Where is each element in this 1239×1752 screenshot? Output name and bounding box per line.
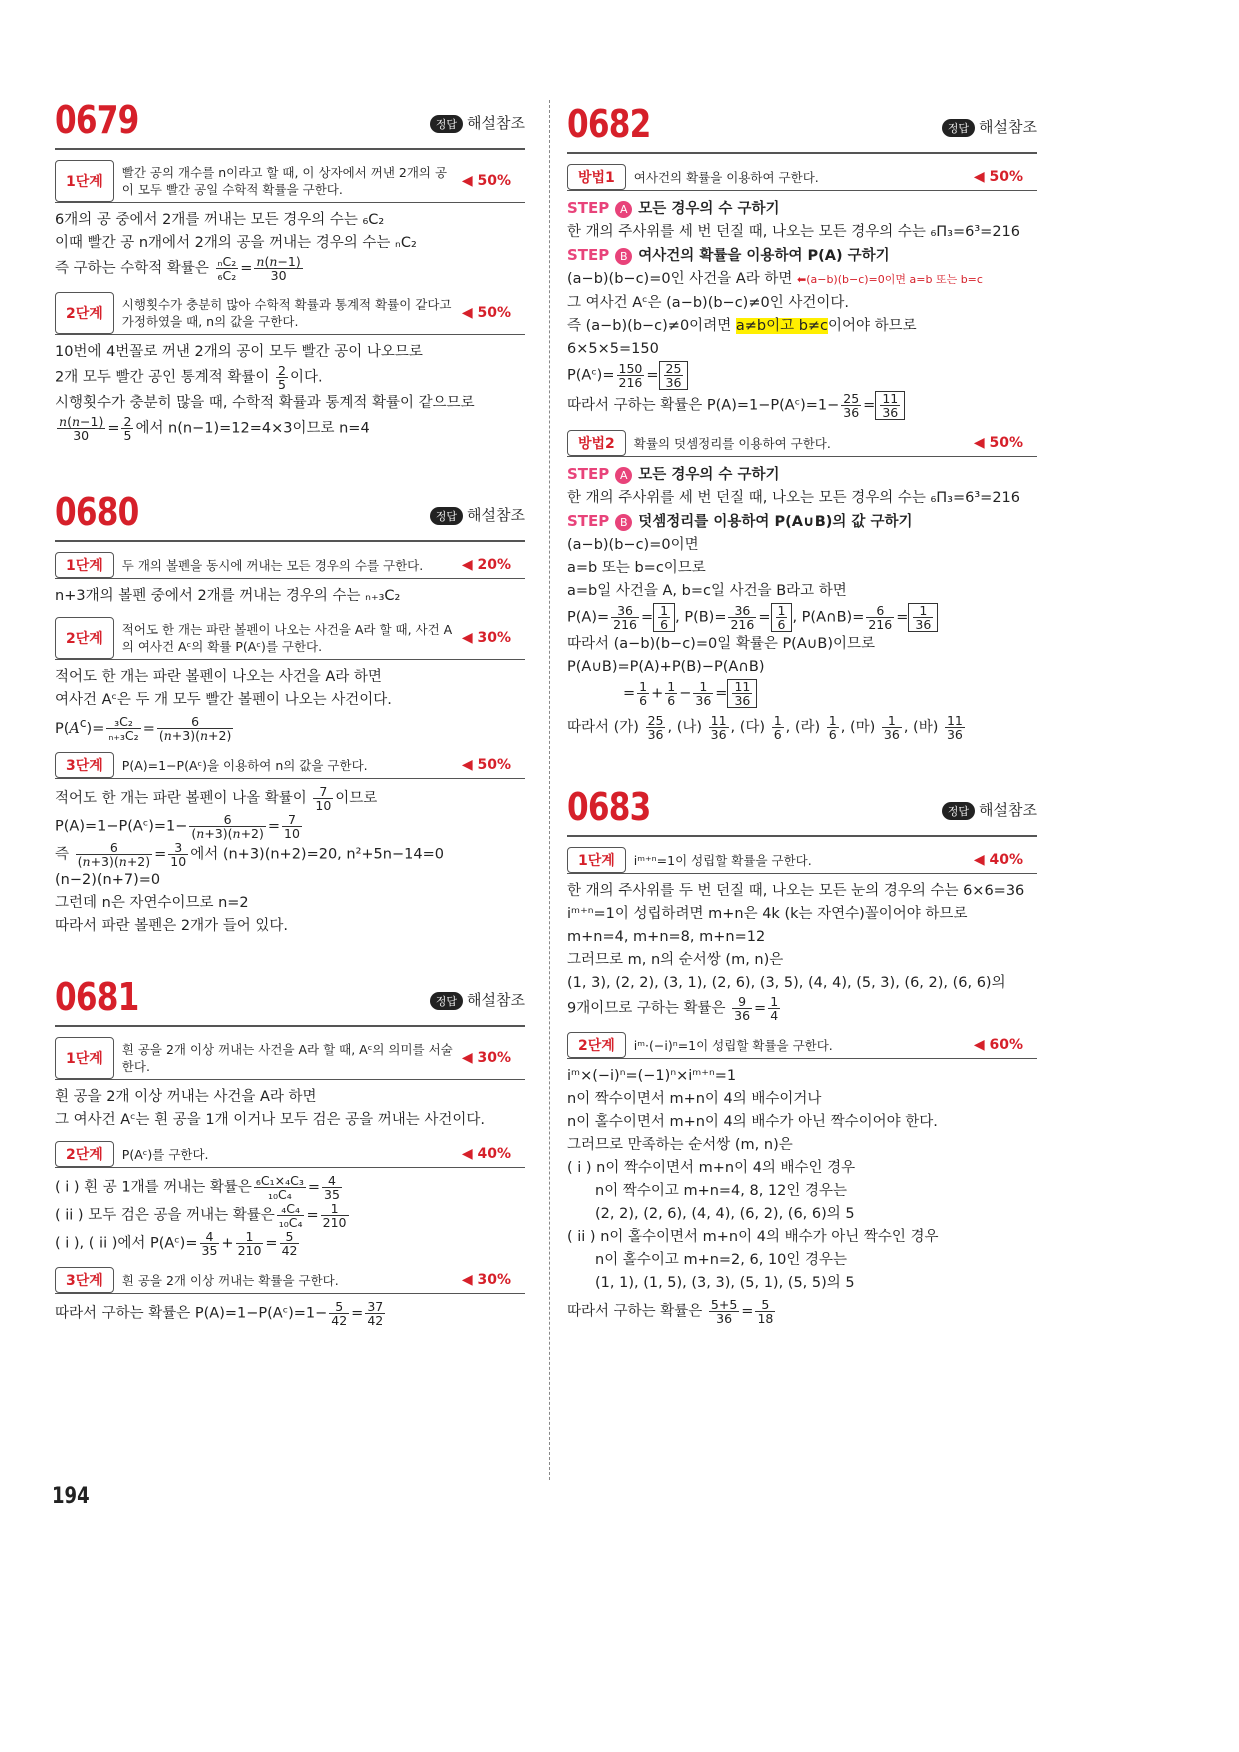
text-line: 그런데 n은 자연수이므로 n=2 xyxy=(55,895,249,912)
text-line: 따라서 구하는 확률은 P(A)=1−P(Aᶜ)=1− $\frac{25}{36}$ = $\frac{11}{36}$ xyxy=(567,391,1037,420)
text-line: ( i ), ( ii )에서 P(Aᶜ)= $\frac{4}{35}$ + $\frac{1}{210}$ = $\frac{5}{42}$ xyxy=(55,1229,298,1259)
text-line: P(Aᶜ)= $\frac{150}{216}$ = $\frac{25}{36}$ xyxy=(567,361,1037,390)
method-desc: 여사건의 확률을 이용하여 구한다. xyxy=(633,169,819,185)
problem-number: 0680 xyxy=(55,490,139,534)
step-tag: 3단계 xyxy=(55,752,114,778)
text-line: n이 홀수이고 m+n=2, 6, 10인 경우는 xyxy=(595,1252,848,1268)
step-tag: 1단계 xyxy=(55,552,114,578)
text-line: 시행횟수가 충분히 많을 때, 수학적 확률과 통계적 확률이 같으므로 xyxy=(55,395,475,411)
text-line: 2개 모두 빨간 공인 통계적 확률이 $\frac{2}{5}$ 이다. xyxy=(55,363,323,392)
step-desc: 시행횟수가 충분히 많아 수학적 확률과 통계적 확률이 같다고 가정하였을 때, n의 값을 구한다. xyxy=(121,297,452,329)
method-desc: 확률의 덧셈정리를 이용하여 구한다. xyxy=(633,435,831,451)
text-line: a=b일 사건을 A, b=c일 사건을 B라고 하면 xyxy=(567,583,847,599)
text-line: 10번에 4번꼴로 꺼낸 2개의 공이 모두 빨간 공이 나오므로 xyxy=(55,344,423,360)
text-line: 한 개의 주사위를 세 번 던질 때, 나오는 모든 경우의 수는 ₆Π₃=6³=216 xyxy=(567,490,1021,506)
step-2 xyxy=(567,1032,1037,1059)
text-line: ( ii ) 모두 검은 공을 꺼내는 확률은 $\frac{\text{₄C₄}}{\text{₁₀C₄}}$ = $\frac{1}{210}$ xyxy=(55,1201,347,1231)
text-line: 이때 빨간 공 n개에서 2개의 공을 꺼내는 경우의 수는 ₙC₂ xyxy=(55,235,417,251)
step-percent: ◀ 30% xyxy=(461,630,511,646)
text-line: n이 짝수이면서 m+n이 4의 배수이거나 xyxy=(567,1091,822,1107)
method-tag: 방법2 xyxy=(567,430,626,456)
step-3 xyxy=(55,1267,525,1294)
answer-label: 정답 해설참조 xyxy=(430,504,525,525)
answer-label: 정답 해설참조 xyxy=(430,989,525,1010)
step-percent: ◀ 30% xyxy=(461,1050,511,1067)
text-line: ( i ) n이 짝수이면서 m+n이 4의 배수인 경우 xyxy=(567,1160,856,1176)
text-line: 6개의 공 중에서 2개를 꺼내는 모든 경우의 수는 ₆C₂ xyxy=(55,212,385,228)
column-divider xyxy=(549,100,550,1480)
text-line: (1, 3), (2, 2), (3, 1), (2, 6), (3, 5), (4, 4), (5, 3), (6, 2), (6, 6)의 xyxy=(567,975,1006,991)
text-line: 따라서 (가) $\frac{25}{36}$ , (나) $\frac{11}{36}$ , (다) $\frac{1}{6}$ , (라) $\frac{1}{6}$ , (마) $\frac{1}{36}$ , (바) $\frac{11}{36}$ xyxy=(567,713,963,742)
step-desc: 흰 공을 2개 이상 꺼내는 확률을 구한다. xyxy=(121,1272,339,1288)
text-line: 즉 (a−b)(b−c)≠0이려면 a≠b이고 b≠c이어야 하므로 xyxy=(567,318,917,334)
problem-0683 xyxy=(567,785,1037,1325)
step-percent: ◀ 20% xyxy=(461,557,511,573)
step-tag: 1단계 xyxy=(55,1037,114,1079)
problem-number: 0681 xyxy=(55,975,139,1020)
text-line: 6×5×5=150 xyxy=(567,341,659,357)
problem-0682 xyxy=(567,102,1037,741)
step-desc: P(A)=1−P(Aᶜ)을 이용하여 n의 값을 구한다. xyxy=(121,757,368,773)
method-percent: ◀ 50% xyxy=(973,435,1023,451)
text-line: 여사건 Aᶜ은 두 개 모두 빨간 볼펜이 나오는 사건이다. xyxy=(55,692,392,708)
text-line: 따라서 구하는 확률은 P(A)=1−P(Aᶜ)=1− $\frac{5}{42}$ = $\frac{37}{42}$ xyxy=(55,1299,384,1329)
text-line: iᵐ⁺ⁿ=1이 성립하려면 m+n은 4k (k는 자연수)꼴이어야 하므로 xyxy=(567,906,968,922)
title-rule xyxy=(55,148,525,150)
title-rule xyxy=(55,540,525,542)
text-line: a=b 또는 b=c이므로 xyxy=(567,560,706,576)
text-line: n+3개의 볼펜 중에서 2개를 꺼내는 경우의 수는 ₙ₊₃C₂ xyxy=(55,588,401,604)
step-desc: 빨간 공의 개수를 n이라고 할 때, 이 상자에서 꺼낸 2개의 공이 모두 빨간 공일 수학적 확률을 구한다. xyxy=(121,165,448,197)
step-1 xyxy=(55,1037,525,1080)
text-line: 즉 구하는 수학적 확률은 $\frac{\text{ₙC₂}}{\text{₆C₂}}$ = $\frac{n(n-1)}{30}$ xyxy=(55,254,301,283)
text-line: 그 여사건 Aᶜ은 (a−b)(b−c)≠0인 사건이다. xyxy=(567,295,849,311)
text-line: 그러므로 m, n의 순서쌍 (m, n)은 xyxy=(567,952,784,968)
answer-label: 정답 해설참조 xyxy=(942,799,1037,820)
text-line: $P(A^c)=$ $\frac{\text{₃C₂}}{\text{ₙ₊₃C₂}}$ = $\frac{6}{(n+3)(n+2)}$ xyxy=(55,714,232,744)
title-rule xyxy=(567,152,1037,154)
text-line: iᵐ×(−i)ⁿ=(−1)ⁿ×iᵐ⁺ⁿ=1 xyxy=(567,1068,737,1084)
step-a2-heading: STEP A 모든 경우의 수 구하기 xyxy=(567,465,780,483)
step-tag: 3단계 xyxy=(55,1267,114,1293)
text-line: 따라서 파란 볼펜은 2개가 들어 있다. xyxy=(55,918,288,935)
text-line: = $\frac{1}{6}$ + $\frac{1}{6}$ − $\frac{1}{36}$ = $\frac{11}{36}$ xyxy=(567,679,1037,708)
problem-0681 xyxy=(55,975,525,1327)
problem-number: 0683 xyxy=(567,785,651,829)
problem-0680 xyxy=(55,490,525,937)
step-3 xyxy=(55,752,525,779)
text-line: 따라서 구하는 확률은 $\frac{5+5}{36}$ = $\frac{5}{18}$ xyxy=(567,1297,774,1326)
step-percent: ◀ 40% xyxy=(973,852,1023,868)
text-line: 적어도 한 개는 파란 볼펜이 나오는 사건을 A라 하면 xyxy=(55,669,382,685)
step-2 xyxy=(55,1141,525,1168)
text-line: 흰 공을 2개 이상 꺼내는 사건을 A라 하면 xyxy=(55,1089,317,1106)
page-number: 194 xyxy=(52,1484,90,1509)
text-line: (2, 2), (2, 6), (4, 4), (6, 2), (6, 6)의 5 xyxy=(595,1206,855,1222)
step-desc: 흰 공을 2개 이상 꺼내는 사건을 A라 할 때, Aᶜ의 의미를 서술한다. xyxy=(121,1042,453,1075)
text-line: (n−2)(n+7)=0 xyxy=(55,872,161,889)
step-percent: ◀ 30% xyxy=(461,1272,511,1289)
text-line: 9개이므로 구하는 확률은 $\frac{9}{36}$ = $\frac{1}{4}$ xyxy=(567,994,779,1023)
title-rule xyxy=(567,835,1037,837)
method-2 xyxy=(567,430,1037,457)
step-tag: 2단계 xyxy=(55,292,114,334)
step-2 xyxy=(55,292,525,335)
text-line: 한 개의 주사위를 두 번 던질 때, 나오는 모든 눈의 경우의 수는 6×6=36 xyxy=(567,883,1025,899)
step-b-heading: STEP B 여사건의 확률을 이용하여 P(A) 구하기 xyxy=(567,246,890,264)
text-line: n이 짝수이고 m+n=4, 8, 12인 경우는 xyxy=(595,1183,848,1199)
answer-label: 정답 해설참조 xyxy=(942,116,1037,137)
text-line: ( i ) 흰 공 1개를 꺼내는 확률은 $\frac{\text{₆C₁×₄C₃}}{\text{₁₀C₄}}$ = $\frac{4}{35}$ xyxy=(55,1173,340,1203)
method-1 xyxy=(567,164,1037,191)
step-tag: 1단계 xyxy=(55,160,114,202)
text-line: n이 홀수이면서 m+n이 4의 배수가 아닌 짝수이어야 한다. xyxy=(567,1114,938,1130)
title-rule xyxy=(55,1025,525,1027)
method-tag: 방법1 xyxy=(567,164,626,190)
step-tag: 2단계 xyxy=(567,1032,626,1058)
step-2 xyxy=(55,617,525,660)
text-line: 한 개의 주사위를 세 번 던질 때, 나오는 모든 경우의 수는 ₆Π₃=6³=216 xyxy=(567,224,1021,240)
step-desc: iᵐ⁺ⁿ=1이 성립할 확률을 구한다. xyxy=(633,852,812,868)
text-line: P(A)= $\frac{36}{216}$ = $\frac{1}{6}$ , P(B)= $\frac{36}{216}$ = $\frac{1}{6}$ , P(A∩B)= $\frac{6}{216}$ = $\frac{1}{36}$ xyxy=(567,603,1037,632)
problem-0679 xyxy=(55,98,525,442)
text-line: ( ii ) n이 홀수이면서 m+n이 4의 배수가 아닌 짝수인 경우 xyxy=(567,1229,939,1245)
step-percent: ◀ 60% xyxy=(973,1037,1023,1053)
step-percent: ◀ 50% xyxy=(461,757,511,774)
step-a-heading: STEP A 모든 경우의 수 구하기 xyxy=(567,199,780,217)
method-percent: ◀ 50% xyxy=(973,169,1023,185)
text-line: 그러므로 만족하는 순서쌍 (m, n)은 xyxy=(567,1137,793,1153)
text-line: P(A)=1−P(Aᶜ)=1− $\frac{6}{(n+3)(n+2)}$ = $\frac{7}{10}$ xyxy=(55,812,300,842)
text-line: 그 여사건 Aᶜ는 흰 공을 1개 이거나 모두 검은 공을 꺼내는 사건이다. xyxy=(55,1112,485,1129)
answer-label: 정답 해설참조 xyxy=(430,112,525,133)
right-column xyxy=(567,102,1037,1326)
problem-number: 0679 xyxy=(55,98,139,142)
step-desc: P(Aᶜ)를 구한다. xyxy=(121,1146,209,1162)
problem-number: 0682 xyxy=(567,102,651,146)
step-tag: 1단계 xyxy=(567,847,626,873)
text-line: P(A∪B)=P(A)+P(B)−P(A∩B) xyxy=(567,659,765,675)
text-line: 적어도 한 개는 파란 볼펜이 나올 확률이 $\frac{7}{10}$ 이므로 xyxy=(55,784,378,814)
step-b2-heading: STEP B 덧셈정리를 이용하여 P(A∪B)의 값 구하기 xyxy=(567,512,913,530)
text-line: (a−b)(b−c)=0인 사건을 A라 하면 ⬅(a−b)(b−c)=0이면 a=b 또는 b=c xyxy=(567,271,983,287)
left-column xyxy=(55,98,525,1328)
step-1 xyxy=(55,160,525,203)
text-line: $\frac{n(n-1)}{30}$ = $\frac{2}{5}$ 에서 n(n−1)=12=4×3이므로 n=4 xyxy=(59,414,370,443)
text-line: 즉 $\frac{6}{(n+3)(n+2)}$ = $\frac{3}{10}$ 에서 (n+3)(n+2)=20, n²+5n−14=0 xyxy=(55,840,444,870)
text-line: 따라서 (a−b)(b−c)=0일 확률은 P(A∪B)이므로 xyxy=(567,636,876,652)
step-desc: 두 개의 볼펜을 동시에 꺼내는 모든 경우의 수를 구한다. xyxy=(121,557,424,573)
text-line: m+n=4, m+n=8, m+n=12 xyxy=(567,929,766,945)
step-tag: 2단계 xyxy=(55,617,114,659)
text-line: (a−b)(b−c)=0이면 xyxy=(567,537,699,553)
step-1 xyxy=(55,552,525,579)
step-percent: ◀ 50% xyxy=(461,173,511,189)
step-percent: ◀ 40% xyxy=(461,1146,511,1163)
step-tag: 2단계 xyxy=(55,1141,114,1167)
step-desc: 적어도 한 개는 파란 볼펜이 나오는 사건을 A라 할 때, 사건 A의 여사건 Aᶜ의 확률 P(Aᶜ)를 구한다. xyxy=(121,622,453,654)
step-percent: ◀ 50% xyxy=(461,305,511,321)
text-line: (1, 1), (1, 5), (3, 3), (5, 1), (5, 5)의 5 xyxy=(595,1275,855,1291)
step-desc: iᵐ·(−i)ⁿ=1이 성립할 확률을 구한다. xyxy=(633,1037,833,1053)
step-1 xyxy=(567,847,1037,874)
